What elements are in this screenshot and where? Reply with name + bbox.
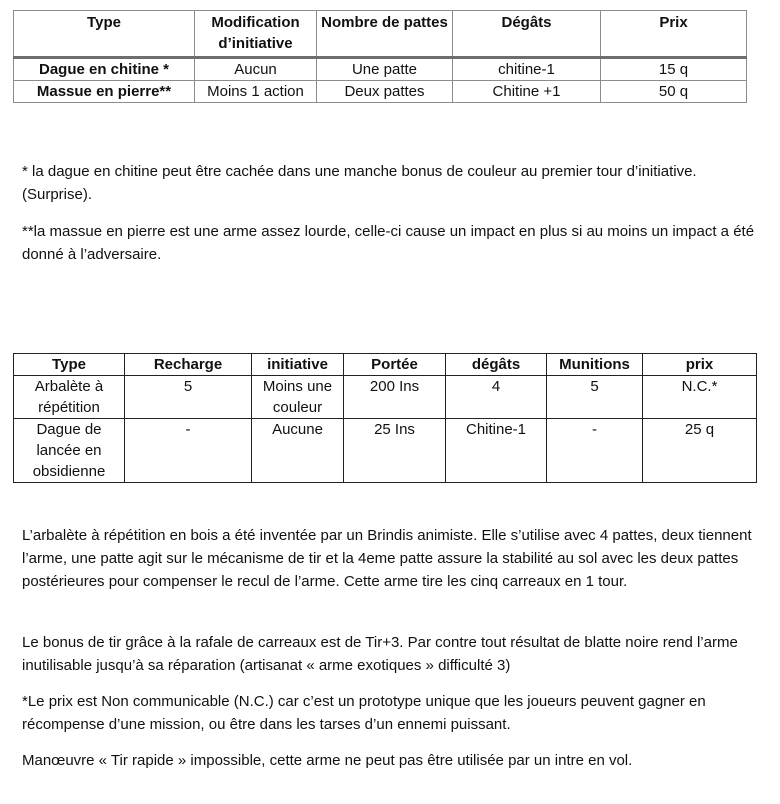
- cell-initiative: Aucun: [195, 58, 317, 81]
- table-header-row: [14, 354, 757, 376]
- paragraph-prix: *Le prix est Non communicable (N.C.) car c’est un prototype unique que les joueurs peuvent gagner en récompense d’une mission, ou être dans les tarses d’un ennemi puissant.: [22, 693, 706, 733]
- cell-range: 200 Ins: [344, 376, 446, 419]
- cell-damage: Chitine +1: [453, 81, 601, 103]
- cell-damage: 4: [446, 376, 547, 419]
- table-row: [14, 81, 747, 103]
- cell-range: 25 Ins: [344, 419, 446, 483]
- table-row: [14, 419, 757, 483]
- header-range: Portée: [344, 354, 446, 376]
- paragraph-arbalete: L’arbalète à répétition en bois a été inventée par un Brindis animiste. Elle s’utilise avec 4 pattes, deux tiennent l’arme, une patte agit sur le mécanisme de tir et la 4eme patte assure la stabilité au sol avec les deux pattes postérieures pour compenser le recul de l’arme. Cette arme tire les cinq carreaux en 1 tour.: [22, 527, 752, 590]
- cell-type: Arbalète à répétition: [14, 376, 125, 419]
- header-price: Prix: [601, 11, 747, 58]
- cell-reload: -: [125, 419, 252, 483]
- paragraph-manoeuvre: Manœuvre « Tir rapide » impossible, cette arme ne peut pas être utilisée par un intre en vol.: [22, 752, 633, 769]
- cell-ammo: -: [547, 419, 643, 483]
- cell-type: Dague en chitine *: [14, 58, 195, 81]
- header-price: prix: [643, 354, 757, 376]
- cell-damage: chitine-1: [453, 58, 601, 81]
- header-reload: Recharge: [125, 354, 252, 376]
- cell-price: 50 q: [601, 81, 747, 103]
- header-legs: Nombre de pattes: [317, 11, 453, 58]
- table-header-row: [14, 11, 747, 58]
- footnote-massue: **la massue en pierre est une arme assez lourde, celle-ci cause un impact en plus si au moins un impact a été donné à l’adversaire.: [22, 223, 755, 263]
- footnote-dague: * la dague en chitine peut être cachée dans une manche bonus de couleur au premier tour d’initiative. (Surprise).: [22, 163, 697, 203]
- cell-price: 15 q: [601, 58, 747, 81]
- header-ammo: Munitions: [547, 354, 643, 376]
- header-type: Type: [14, 354, 125, 376]
- weapons-table-2: [13, 353, 757, 483]
- cell-initiative: Moins une couleur: [252, 376, 344, 419]
- weapons-table-1: [13, 10, 747, 103]
- header-type: Type: [87, 14, 121, 31]
- cell-type: Dague de lancée en obsidienne: [14, 419, 125, 483]
- table-row: [14, 58, 747, 81]
- cell-initiative: Moins 1 action: [195, 81, 317, 103]
- cell-type: Massue en pierre**: [36, 83, 172, 100]
- paragraph-bonus: Le bonus de tir grâce à la rafale de carreaux est de Tir+3. Par contre tout résultat de blatte noire rend l’arme inutilisable jusqu’à sa réparation (artisanat « arme exotiques » difficulté 3): [22, 634, 738, 674]
- cell-price: N.C.*: [643, 376, 757, 419]
- cell-initiative: Aucune: [252, 419, 344, 483]
- header-damage: dégâts: [446, 354, 547, 376]
- cell-reload: 5: [125, 376, 252, 419]
- cell-price: 25 q: [643, 419, 757, 483]
- cell-damage: Chitine-1: [446, 419, 547, 483]
- cell-legs: Une patte: [317, 58, 453, 81]
- table-row: [14, 376, 757, 419]
- cell-ammo: 5: [547, 376, 643, 419]
- cell-legs: Deux pattes: [317, 81, 453, 103]
- header-initiative-mod: Modification d’initiative: [195, 11, 317, 58]
- header-damage: Dégâts: [453, 11, 601, 58]
- header-initiative: initiative: [252, 354, 344, 376]
